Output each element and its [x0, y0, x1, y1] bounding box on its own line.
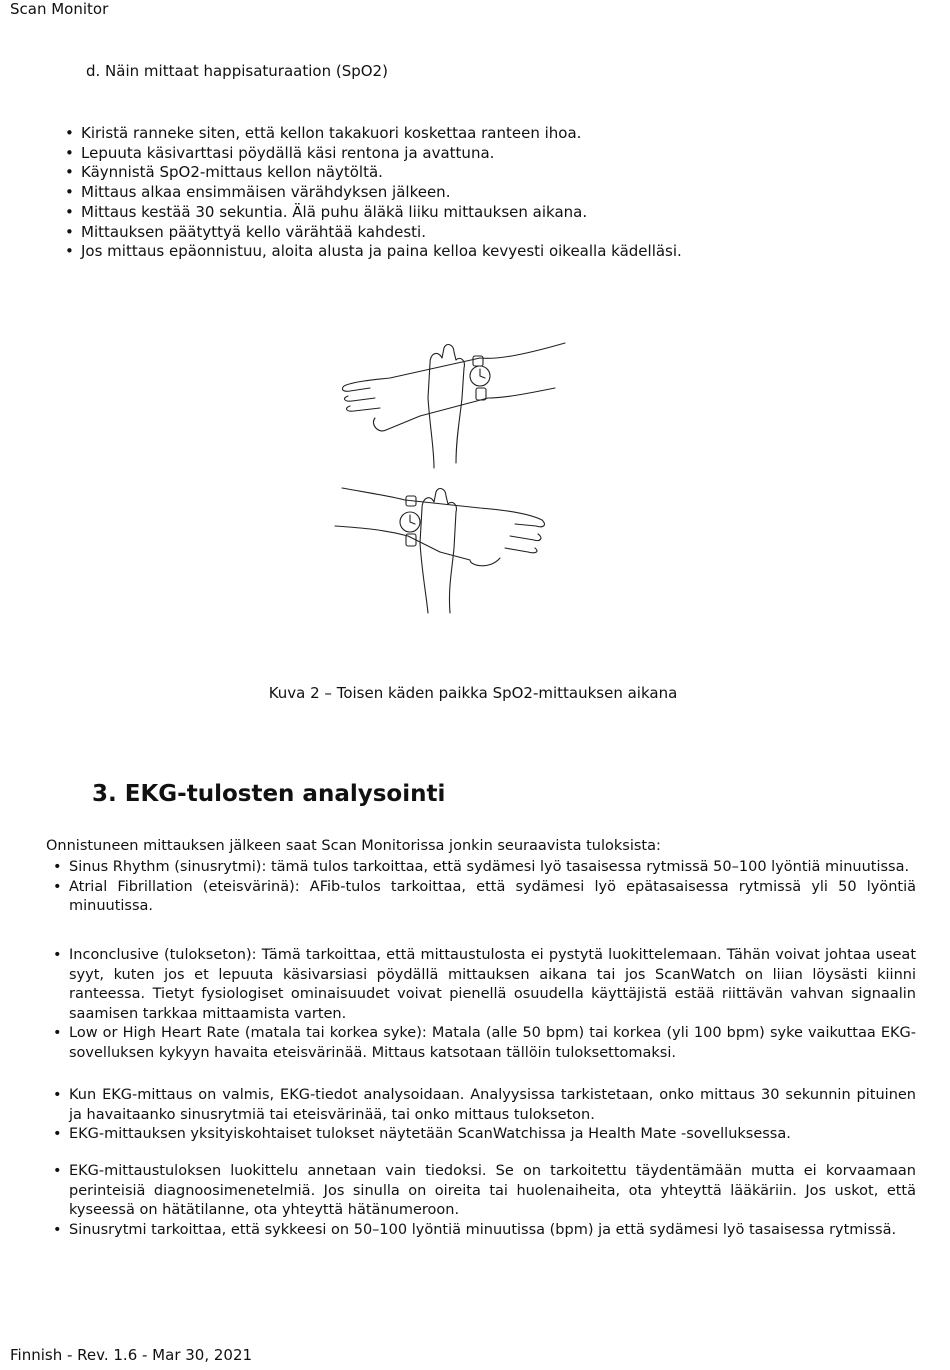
ekg-results-list-4 [50, 1162, 916, 1240]
list-item: • Mittaus kestää 30 sekuntia. Älä puhu äläkä liiku mittauksen aikana. [62, 203, 682, 223]
list-item: • EKG-mittauksen yksityiskohtaiset tulokset näytetään ScanWatchissa ja Health Mate -sovelluksessa. [50, 1125, 916, 1145]
ekg-results-list-3 [50, 1086, 916, 1145]
list-item: • Lepuuta käsivarttasi pöydällä käsi rentona ja avattuna. [62, 144, 682, 164]
section-intro: Onnistuneen mittauksen jälkeen saat Scan Monitorissa jonkin seuraavista tuloksista: [46, 838, 661, 854]
list-item: • Atrial Fibrillation (eteisvärinä): AFib-tulos tarkoittaa, että sydämesi lyö epätasaisessa rytmissä yli 50 lyöntiä minuutissa. [50, 878, 916, 917]
top-hands-drawing [342, 343, 565, 468]
list-item: • Mittaus alkaa ensimmäisen värähdyksen jälkeen. [62, 183, 682, 203]
bottom-hands-drawing [335, 488, 544, 613]
hand-position-illustration [330, 338, 570, 618]
document-header: Scan Monitor [10, 0, 109, 18]
spo2-instructions-list [62, 124, 682, 262]
section-d-title: d. Näin mittaat happisaturaation (SpO2) [86, 62, 388, 80]
list-item: • Sinus Rhythm (sinusrytmi): tämä tulos tarkoittaa, että sydämesi lyö tasaisessa rytmissä 50–100 lyöntiä minuutissa. [50, 858, 916, 878]
ekg-results-list-1 [50, 858, 916, 917]
list-item: • Mittauksen päätyttyä kello värähtää kahdesti. [62, 223, 682, 243]
list-item: • Low or High Heart Rate (matala tai korkea syke): Matala (alle 50 bpm) tai korkea (yli 100 bpm) syke vaikuttaa EKG-sovelluksen kykyyn havaita eteisvärinää. Mittaus katsotaan tällöin tuloksettomaksi. [50, 1024, 916, 1063]
section-heading: 3. EKG-tulosten analysointi [92, 781, 446, 807]
document-footer: Finnish - Rev. 1.6 - Mar 30, 2021 [10, 1346, 253, 1364]
list-item: • Sinusrytmi tarkoittaa, että sykkeesi on 50–100 lyöntiä minuutissa (bpm) ja että sydämesi lyö tasaisessa rytmissä. [50, 1221, 916, 1241]
list-item: • Käynnistä SpO2-mittaus kellon näytöltä. [62, 163, 682, 183]
ekg-results-list-2 [50, 946, 916, 1064]
list-item: • Jos mittaus epäonnistuu, aloita alusta ja paina kelloa kevyesti oikealla kädelläsi. [62, 242, 682, 262]
list-item: • EKG-mittaustuloksen luokittelu annetaan vain tiedoksi. Se on tarkoitettu täydentämään mutta ei korvaamaan perinteisiä diagnoosimenetelmiä. Jos sinulla on oireita tai huolenaiheita, ota yhteyttä lääkäriin. Jos uskot, että kyseessä on hätätilanne, ota yhteyttä hätänumeroon. [50, 1162, 916, 1221]
list-item: • Kiristä ranneke siten, että kellon takakuori koskettaa ranteen ihoa. [62, 124, 682, 144]
list-item: • Inconclusive (tulokseton): Tämä tarkoittaa, että mittaustulosta ei pystytä luokittelemaan. Tähän voivat johtaa useat syyt, kuten jos et lepuuta käsivarsiasi pöydällä mittauksen aikana tai jos ScanWatch on liian löysästi kiinni ranteessa. Tietyt fysiologiset ominaisuudet voivat pienellä osuudella käyttäjistä estää riittävän vahvan signaalin saamisen tarkkaa mittaamista varten. [50, 946, 916, 1024]
figure-caption: Kuva 2 – Toisen käden paikka SpO2-mittauksen aikana [268, 684, 678, 702]
list-item: • Kun EKG-mittaus on valmis, EKG-tiedot analysoidaan. Analyysissa tarkistetaan, onko mittaus 30 sekunnin pituinen ja havaitaanko sinusrytmiä tai eteisvärinää, tai onko mittaus tulokseton. [50, 1086, 916, 1125]
